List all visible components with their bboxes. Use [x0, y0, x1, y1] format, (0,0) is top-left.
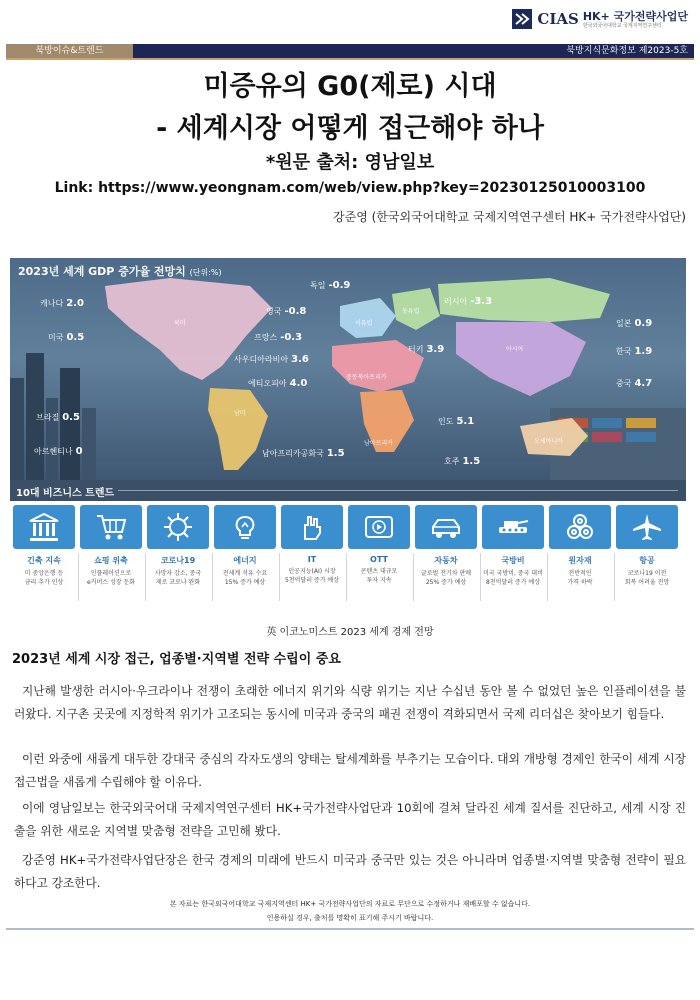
coils-icon — [563, 511, 597, 543]
trend-separator — [145, 553, 146, 601]
trend-desc: 미국 국방비, 중국 대비 8천억달러 증가 예상 — [483, 570, 543, 586]
trend-card-energy — [214, 505, 276, 587]
trend-desc: 인플레이션으로 e커머스 성장 둔화 — [86, 570, 136, 586]
trend-separator — [346, 553, 347, 601]
trend-list — [10, 501, 686, 610]
trend-title: 10대 비즈니스 트렌드 — [16, 488, 115, 499]
trend-separator — [547, 553, 548, 601]
header-bar — [6, 44, 694, 60]
author-line: 강준영 (한국외국어대학교 국제지역연구센터 HK+ 국가전략사업단) — [333, 210, 686, 224]
region-label-mena: 중동북아프리카 — [346, 374, 387, 381]
region-label-west-europe: 서유럽 — [355, 320, 373, 327]
country-label-russia: 러시아 -3.3 — [444, 296, 493, 307]
country-label-saudi: 사우디아라비아 3.6 — [234, 354, 309, 365]
ai-hand-icon — [295, 511, 329, 543]
trend-name: IT — [307, 555, 317, 564]
region-label-south-africa: 남아프리카 — [364, 440, 393, 447]
trend-card-materials — [549, 505, 611, 587]
trend-card-defense — [482, 505, 544, 587]
country-label-canada: 캐나다 2.0 — [40, 298, 84, 309]
citation-notice: 인용하실 경우, 출처를 명확히 표기해 주시기 바랍니다. — [266, 914, 434, 922]
trend-card-shopping — [80, 505, 142, 587]
trend-desc: 미 중앙은행 등 금리 추가 인상 — [24, 570, 64, 586]
trend-separator — [413, 553, 414, 601]
infographic — [10, 258, 686, 610]
title-line-1: 미증유의 G0(제로) 시대 — [203, 71, 497, 102]
trend-desc: 전반적인 가격 하락 — [567, 570, 593, 586]
trend-card-ott — [348, 505, 410, 585]
world-map — [10, 258, 686, 480]
trend-desc: 콘텐츠 대규모 투자 지속 — [360, 568, 398, 584]
lightbulb-icon — [228, 511, 262, 543]
country-label-france: 프랑스 -0.3 — [254, 332, 303, 343]
issue-number: 북방지식문화정보 제2023-5호 — [566, 46, 688, 56]
trend-card-aviation — [616, 505, 678, 587]
source-link[interactable]: Link: https://www.yeongnam.com/web/view.php?key=20230125010003100 — [54, 180, 646, 196]
trend-name: OTT — [370, 555, 388, 564]
country-label-argentina: 아르헨티나 0 — [34, 446, 83, 457]
source-line: *원문 출처: 영남일보 — [265, 152, 435, 173]
country-label-china: 중국 4.7 — [616, 378, 653, 389]
country-label-usa: 미국 0.5 — [48, 332, 85, 343]
world-map-panel — [10, 258, 686, 480]
country-label-korea: 한국 1.9 — [616, 346, 653, 357]
tank-icon — [496, 511, 530, 543]
country-label-japan: 일본 0.9 — [616, 318, 653, 329]
paragraph-1: 지난해 발생한 러시아·우크라이나 전쟁이 초래한 에너지 위기와 식량 위기는 지난 수십년 동안 볼 수 없었던 높은 인플레이션을 불러왔다. 지구촌 곳곳에 지정학적 위기가 고조되는 동시에 미국과 중국의 패권 전쟁이 격화되면서 국제 리더십은 찾아보기 힘들다. — [14, 684, 686, 721]
virus-icon — [161, 511, 195, 543]
logo-text: CIAS — [537, 10, 579, 28]
region-label-north-america: 북미 — [174, 320, 186, 327]
infographic-caption: 英 이코노미스트 2023 세계 경제 전망 — [266, 627, 434, 638]
trend-divider — [118, 490, 678, 491]
trend-separator — [212, 553, 213, 601]
trend-desc: 사망자 감소, 중국 제로 코로나 완화 — [154, 570, 202, 586]
bank-icon — [27, 511, 61, 543]
map-title-text: 2023년 세계 GDP 증가율 전망치 — [18, 265, 186, 278]
trend-desc: 코로나19 이전 회복 어려울 전망 — [624, 570, 670, 586]
country-label-australia: 호주 1.5 — [444, 456, 481, 467]
bottom-rule — [6, 928, 694, 930]
trend-name: 긴축 지속 — [27, 556, 61, 565]
country-label-brazil: 브라질 0.5 — [36, 412, 80, 423]
country-label-turkey: 터키 3.9 — [408, 344, 445, 355]
map-title — [18, 263, 222, 279]
region-label-east-europe: 동유럽 — [402, 308, 420, 315]
country-label-india: 인도 5.1 — [438, 416, 475, 427]
trend-card-tightening — [13, 505, 75, 587]
org-name: HK+ 국가전략사업단 — [582, 9, 688, 23]
trend-desc: 글로벌 전기차 판매 25% 증가 예상 — [420, 570, 472, 586]
paragraph-3: 이에 영남일보는 한국외국어대 국제지역연구센터 HK+국가전략사업단과 10회에 걸쳐 달라진 세계 질서를 진단하고, 세계 시장 진출을 위한 새로운 지역별 맞춤형 전략을 고민해 봤다. — [14, 801, 686, 838]
trend-card-auto — [415, 505, 477, 587]
trend-name: 국방비 — [501, 556, 525, 565]
trend-card-covid — [147, 505, 209, 587]
section-subheading: 2023년 세계 시장 접근, 업종별·지역별 전략 수립이 중요 — [12, 652, 341, 667]
copyright-notice: 본 자료는 한국외국어대학교 국제지역센터 HK+ 국가전략사업단의 자료로 무단으로 수정하거나 재배포할 수 없습니다. — [169, 900, 531, 908]
trend-name: 코로나19 — [160, 556, 196, 565]
trend-name: 쇼핑 위축 — [94, 556, 128, 565]
country-label-ethiopia: 에티오피아 4.0 — [248, 378, 308, 389]
trend-desc: 전세계 석유 수요 15% 증가 예상 — [222, 570, 268, 586]
country-label-germany: 독일 -0.9 — [310, 280, 351, 291]
paragraph-4: 강준영 HK+국가전략사업단장은 한국 경제의 미래에 반드시 미국과 중국만 있는 것은 아니라며 업종별·지역별 맞춤형 전략이 필요하다고 강조한다. — [14, 853, 686, 890]
paragraph-2: 이런 와중에 새롭게 대두한 강대국 중심의 각자도생의 양태는 탈세계화를 부추기는 모습이다. 대외 개방형 경제인 한국이 세계 시장 접근법을 새롭게 수립해야 할 이유다. — [14, 752, 686, 789]
car-icon — [429, 511, 463, 543]
region-label-asia: 아시아 — [506, 346, 524, 353]
trend-card-it — [281, 505, 343, 585]
play-icon — [362, 511, 396, 543]
airplane-icon — [630, 511, 664, 543]
org-subtitle: 한국외국어대학교 국제지역연구센터 — [582, 22, 662, 29]
trend-separator — [614, 553, 615, 601]
trend-name: 에너지 — [233, 556, 257, 565]
cias-logo-icon — [511, 8, 533, 30]
country-label-uk: 영국 -0.8 — [266, 306, 307, 317]
trend-name: 항공 — [639, 556, 655, 565]
region-label-oceania: 오세아니아 — [534, 438, 563, 445]
trend-name: 원자재 — [568, 556, 592, 565]
trend-name: 자동차 — [434, 556, 458, 565]
trend-separator — [78, 553, 79, 601]
country-label-south-africa: 남아프리카공화국 1.5 — [262, 448, 345, 459]
logo — [511, 8, 688, 30]
title-line-2: - 세계시장 어떻게 접근해야 하나 — [156, 113, 544, 144]
trend-desc: 인공지능(AI) 시장 5천억달러 증가 예상 — [284, 568, 339, 584]
trend-separator — [279, 553, 280, 601]
trend-separator — [480, 553, 481, 601]
map-unit: (단위:%) — [189, 268, 222, 277]
region-label-south-america: 남미 — [234, 410, 246, 417]
category-tag: 북방이슈&트렌드 — [6, 44, 133, 58]
shopping-cart-icon — [94, 511, 128, 543]
trend-header — [10, 480, 686, 501]
